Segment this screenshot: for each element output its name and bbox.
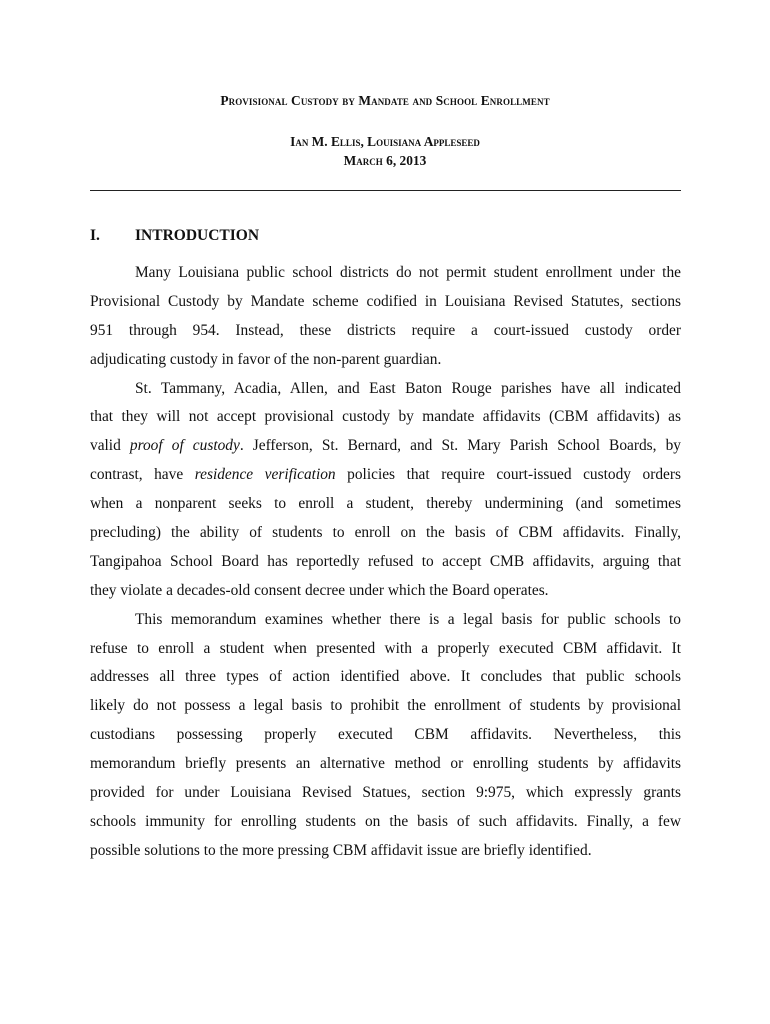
text-line: St. Tammany, Acadia, Allen, and East Baton Rouge parishes have all indicated: [135, 379, 681, 397]
paragraph: [90, 606, 681, 866]
text-line: Many Louisiana public school districts do not permit student enrollment under the: [135, 264, 681, 281]
italic-term: proof of custody: [129, 437, 240, 455]
text-line: provided for under Louisiana Revised Statues, section 9:975, which expressly grants: [90, 784, 681, 802]
text-line: adjudicating custody in favor of the non-parent guardian.: [90, 350, 442, 368]
text-line: Tangipahoa School Board has reportedly refused to accept CMB affidavits, arguing that: [90, 552, 681, 570]
text-line: likely do not possess a legal basis to prohibit the enrollment of students by provisional: [90, 697, 681, 715]
text-line: addresses all three types of action identified above. It concludes that public schools: [90, 668, 681, 686]
paragraph: [90, 375, 681, 606]
text-line: custodians possessing properly executed CBM affidavits. Nevertheless, this: [90, 726, 681, 744]
text-line: schools immunity for enrolling students on the basis of such affidavits. Finally, a few: [90, 812, 681, 830]
text-line: that they will not accept provisional custody by mandate affidavits (CBM affidavits) as: [90, 408, 681, 426]
text-line: when a nonparent seeks to enroll a student, thereby undermining (and sometimes: [90, 495, 681, 513]
paragraph: [90, 259, 681, 375]
document-body: [90, 259, 681, 866]
text-line: possible solutions to the more pressing CBM affidavit issue are briefly identified.: [90, 841, 592, 859]
header-divider: [90, 190, 681, 191]
text-line: Provisional Custody by Mandate scheme codified in Louisiana Revised Statutes, sections: [90, 292, 681, 310]
text-line: contrast, have residence verification policies that require court-issued custody orders: [90, 466, 681, 484]
text-line: valid proof of custody. Jefferson, St. Bernard, and St. Mary Parish School Boards, by: [90, 437, 681, 455]
section-title: INTRODUCTION: [135, 227, 260, 244]
text-line: 951 through 954. Instead, these districts require a court-issued custody order: [90, 321, 681, 339]
text-line: refuse to enroll a student when presented with a properly executed CBM affidavit. It: [90, 639, 681, 657]
document-author: Ian M. Ellis, Louisiana Appleseed: [290, 134, 480, 149]
section-number: I.: [90, 227, 100, 244]
text-line: memorandum briefly presents an alternative method or enrolling students by affidavits: [90, 755, 681, 773]
text-line: precluding) the ability of students to enroll on the basis of CBM affidavits. Finally,: [90, 524, 681, 542]
section-heading: [90, 227, 259, 245]
italic-term: residence verification: [194, 466, 336, 484]
document-date: March 6, 2013: [343, 153, 427, 168]
document-title: Provisional Custody by Mandate and School Enrollment: [220, 93, 550, 108]
text-line: they violate a decades-old consent decree under which the Board operates.: [90, 581, 549, 599]
text-line: This memorandum examines whether there is a legal basis for public schools to: [135, 610, 681, 628]
